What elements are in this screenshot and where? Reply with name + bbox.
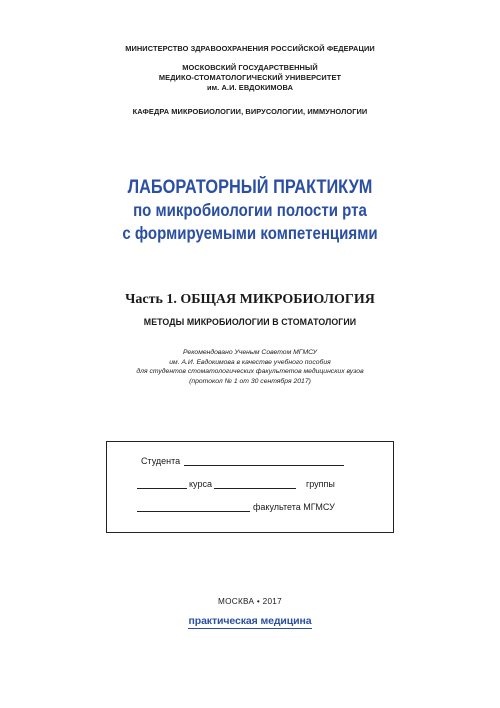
university-name	[0, 63, 500, 93]
group-field[interactable]	[214, 479, 296, 489]
book-title	[0, 176, 500, 245]
student-row	[141, 456, 344, 466]
university-line-3: им. А.И. ЕВДОКИМОВА	[206, 83, 294, 92]
recommendation-line-3: для студентов стоматологических факультетов медицинских вузов	[136, 368, 364, 375]
part-heading: Часть 1. ОБЩАЯ МИКРОБИОЛОГИЯ	[125, 292, 375, 307]
university-line-1: МОСКОВСКИЙ ГОСУДАРСТВЕННЫЙ	[182, 63, 318, 72]
course-field[interactable]	[137, 479, 187, 489]
department-name: КАФЕДРА МИКРОБИОЛОГИИ, ВИРУСОЛОГИИ, ИММУНОЛОГИИ	[132, 107, 368, 116]
university-line-2: МЕДИКО-СТОМАТОЛОГИЧЕСКИЙ УНИВЕРСИТЕТ	[158, 73, 342, 82]
student-info-box	[106, 441, 394, 533]
title-line-3: с формируемыми компетенциями	[122, 223, 378, 243]
title-line-1: ЛАБОРАТОРНЫЙ ПРАКТИКУМ	[127, 177, 373, 198]
publisher-name: практическая медицина	[188, 615, 312, 627]
student-label: Студента	[141, 456, 181, 466]
group-label: группы	[305, 479, 335, 489]
faculty-row	[137, 502, 335, 512]
course-label: курса	[189, 479, 212, 489]
title-line-2: по микробиологии полости рта	[133, 200, 367, 220]
student-name-field[interactable]	[184, 456, 344, 466]
recommendation-line-1: Рекомендовано Ученым Советом МГМСУ	[182, 349, 318, 356]
subtitle: МЕТОДЫ МИКРОБИОЛОГИИ В СТОМАТОЛОГИИ	[143, 317, 357, 327]
faculty-field[interactable]	[137, 502, 250, 512]
city-year: МОСКВА • 2017	[217, 597, 283, 606]
recommendation-line-4: (протокол № 1 от 30 сентября 2017)	[189, 377, 311, 385]
ministry-name: МИНИСТЕРСТВО ЗДРАВООХРАНЕНИЯ РОССИЙСКОЙ ФЕДЕРАЦИИ	[125, 44, 375, 53]
faculty-label: факультета МГМСУ	[253, 502, 335, 512]
recommendation-note	[0, 348, 500, 386]
course-group-row	[137, 479, 335, 489]
recommendation-line-2: им. А.И. Евдокимова в качестве учебного пособия	[169, 358, 331, 366]
publisher-logo	[0, 611, 500, 629]
